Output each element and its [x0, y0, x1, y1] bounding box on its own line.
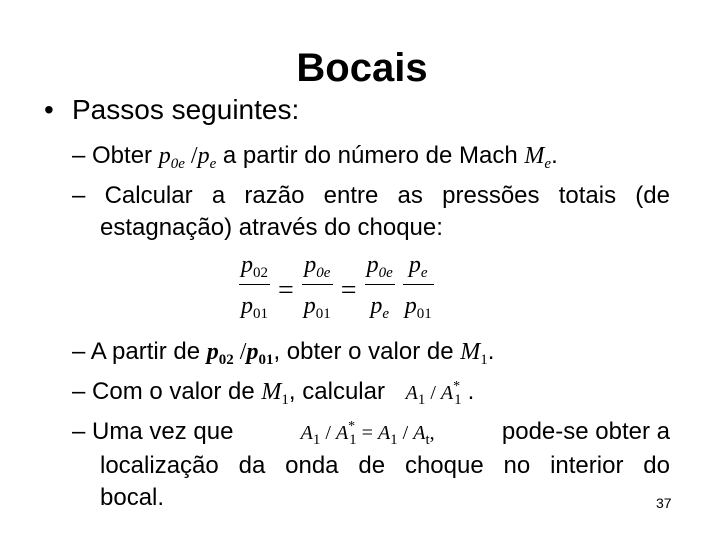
fraction-p0e-p01: $\frac{p_{0e}}{p_{01}}$: [303, 252, 331, 322]
bullet-text: Passos seguintes:: [72, 94, 300, 125]
step-uma-vez-line3: bocal.: [100, 484, 165, 511]
step-calcular-line2: estagnação) através do choque:: [100, 214, 443, 241]
step-uma-vez-line2: localização da onda de choque no interior do: [100, 452, 670, 479]
slide-title: Bocais: [296, 46, 428, 90]
step-obter: – Obter $p_{0e}$ $/p_e$ a partir do número de Mach $M_e$.: [72, 142, 558, 172]
page-number: 37: [656, 495, 672, 511]
step-uma-vez: – Uma vez que $A_1 / A^*_1 = A_1 / A_t$, pode-se obter a: [72, 418, 670, 448]
equals-sign: =: [278, 274, 294, 306]
area-ratio-a1-astar: $A_1 / A^*_1$: [405, 379, 462, 408]
bullet-dot: •: [44, 94, 54, 125]
equals-sign: =: [340, 274, 357, 306]
step-a-partir: – A partir de $p_{02}$ $/p_{01}$, obter o valor de $M_1$.: [72, 338, 495, 368]
step-com-valor: – Com o valor de $M_1$, calcular $A_1 / A^*_1$ .: [72, 378, 475, 408]
area-ratio-equation: $A_1 / A^*_1 = A_1 / A_t$,: [300, 419, 435, 448]
fraction-p0e-pe: $\frac{p_{0e}}{p_e}$: [366, 252, 393, 322]
fraction-p02-p01: $\frac{p_{02}}{p_{01}}$: [241, 252, 268, 322]
pressure-ratio-equation: [235, 250, 438, 321]
bullet-main: [44, 92, 299, 128]
step-calcular-line1: – Calcular a razão entre as pressões totais (de: [72, 182, 670, 209]
fraction-pe-p01: $\frac{p_e}{p_{01}}$: [404, 252, 432, 322]
